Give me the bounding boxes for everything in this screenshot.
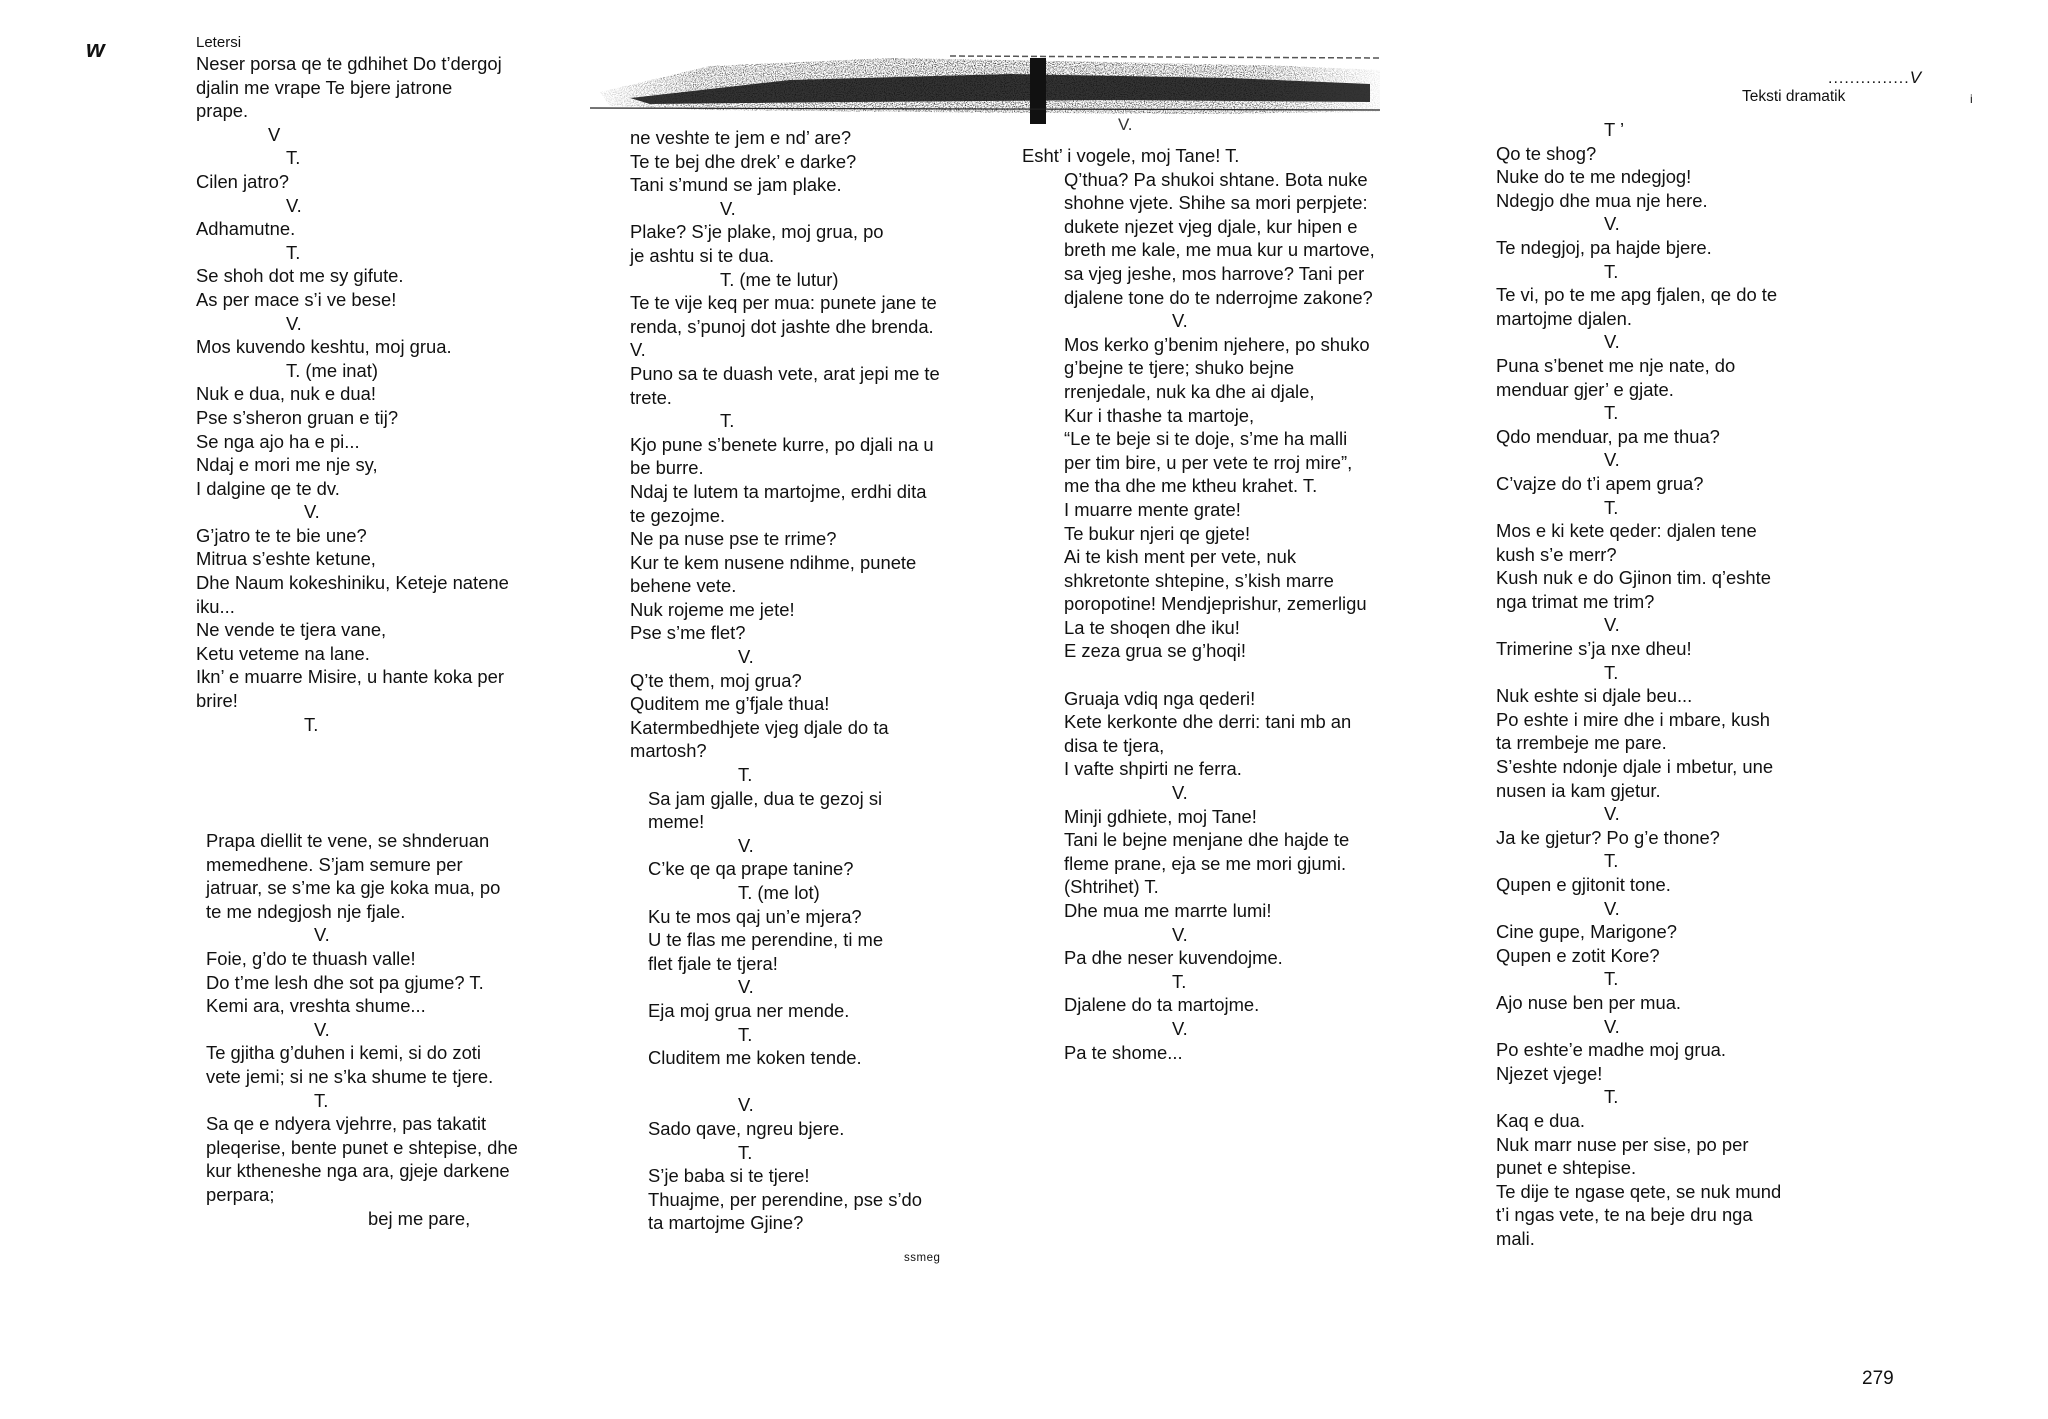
text-line: Mitrua s’eshte ketune, xyxy=(196,548,376,570)
text-line: g’bejne te tjere; shuko bejne xyxy=(1064,357,1295,379)
text-line: bej me pare, xyxy=(368,1207,471,1229)
text-line: Kete kerkonte dhe derri: tani mb an xyxy=(1064,711,1352,733)
smudge-letter: V. xyxy=(1118,115,1133,134)
text-line: Ne vende te tjera vane, xyxy=(196,619,387,641)
text-line: “Le te beje si te doje, s’me ha malli xyxy=(1064,428,1348,450)
text-line: V. xyxy=(1604,897,1620,919)
column-2 xyxy=(630,126,940,1235)
text-line: I muarre mente grate! xyxy=(1064,498,1241,520)
text-line: ne veshte te jem e nd’ are? xyxy=(630,127,852,148)
text-line: Te bukur njeri qe gjete! xyxy=(1064,522,1251,544)
scan-smudge-graphic xyxy=(590,40,1380,140)
text-line: T. (me inat) xyxy=(286,359,378,381)
text-line: kush s’e merr? xyxy=(1496,543,1617,565)
text-line: (Shtrihet) T. xyxy=(1064,876,1159,898)
text-line: Minji gdhiete, moj Tane! xyxy=(1064,805,1257,827)
text-line: Ketu veteme na lane. xyxy=(196,642,370,664)
column-4-block-1 xyxy=(1496,118,1781,1251)
text-line: Te ndegjoj, pa hajde bjere. xyxy=(1496,236,1712,258)
text-line: Ne pa nuse pse te rrime? xyxy=(630,528,837,550)
text-line: C’vajze do t’i apem grua? xyxy=(1496,472,1704,494)
text-line: E zeza grua se g’hoqi! xyxy=(1064,640,1246,662)
column-3 xyxy=(1022,144,1375,1063)
text-line: behene vete. xyxy=(630,575,737,597)
text-line: V. xyxy=(286,194,302,216)
text-line: Adhamutne. xyxy=(196,218,296,240)
running-head-right: Teksti dramatik xyxy=(1742,88,1846,105)
text-line: Ai te kish ment per vete, nuk xyxy=(1064,546,1297,568)
text-line: Nuk marr nuse per sise, po per xyxy=(1496,1133,1749,1155)
text-line: V. xyxy=(738,834,754,856)
text-line: T. xyxy=(1604,402,1619,424)
text-line: trete. xyxy=(630,386,672,408)
text-line: V. xyxy=(1604,331,1620,353)
text-line: Ndaj e mori me nje sy, xyxy=(196,454,378,476)
text-line: te gezojme. xyxy=(630,504,726,526)
text-line: ta rrembeje me pare. xyxy=(1496,732,1667,754)
text-line: V. xyxy=(1604,449,1620,471)
text-line: Foie, g’do te thuash valle! xyxy=(206,947,416,969)
column-3-block-2 xyxy=(1064,168,1375,1065)
text-line: U te flas me perendine, ti me xyxy=(648,929,884,951)
text-line: shkretonte shtepine, s’kish marre xyxy=(1064,569,1334,591)
text-line: T. xyxy=(1604,1086,1619,1108)
text-line: Q’te them, moj grua? xyxy=(630,669,802,691)
text-line: Sado qave, ngreu bjere. xyxy=(648,1117,845,1139)
text-line: nusen ia kam gjetur. xyxy=(1496,779,1661,801)
running-head-left: Letersi xyxy=(196,34,242,51)
text-line: T. (me te lutur) xyxy=(720,268,839,290)
text-line: Kjo pune s’benete kurre, po djali na u xyxy=(630,433,934,455)
text-line: V. xyxy=(738,646,754,668)
text-line: Po eshte i mire dhe i mbare, kush xyxy=(1496,708,1770,730)
text-line: Do t’me lesh dhe sot pa gjume? T. xyxy=(206,971,484,993)
text-line: per tim bire, u per vete te rroj mire”, xyxy=(1064,451,1353,473)
text-line: Cine gupe, Marigone? xyxy=(1496,921,1677,943)
text-line xyxy=(1064,663,1375,687)
text-line: S’eshte ndonje djale i mbetur, une xyxy=(1496,756,1774,778)
text-line: Prapa diellit te vene, se shnderuan xyxy=(206,830,490,851)
text-line: renda, s’punoj dot jashte dhe brenda. xyxy=(630,315,934,337)
text-line: Kur te kem nusene ndihme, punete xyxy=(630,551,917,573)
text-line: Esht’ i vogele, moj Tane! T. xyxy=(1022,145,1240,166)
text-line: Po eshte’e madhe moj grua. xyxy=(1496,1039,1727,1061)
text-line: Qdo menduar, pa me thua? xyxy=(1496,425,1720,447)
text-line: V. xyxy=(1172,782,1188,804)
text-line: Te vi, po te me apg fjalen, qe do te xyxy=(1496,284,1778,306)
text-line: iku... xyxy=(196,595,235,617)
text-line: Njezet vjege! xyxy=(1496,1062,1603,1084)
text-line: je ashtu si te dua. xyxy=(630,244,775,266)
text-line: Nuk e dua, nuk e dua! xyxy=(196,383,376,405)
text-line: G’jatro te te bie une? xyxy=(196,524,367,546)
text-line: Se shoh dot me sy gifute. xyxy=(196,265,404,287)
text-line: V. xyxy=(720,197,736,219)
text-line: Ndaj te lutem ta martojme, erdhi dita xyxy=(630,480,927,502)
text-line: Kemi ara, vreshta shume... xyxy=(206,995,426,1017)
text-line: T. xyxy=(304,713,319,735)
text-line: T. xyxy=(738,1141,753,1163)
text-line: T. xyxy=(720,410,735,432)
text-line: Te te bej dhe drek’ e darke? xyxy=(630,150,857,172)
text-line: fleme prane, eja se me mori gjumi. xyxy=(1064,852,1347,874)
text-line: Nuk eshte si djale beu... xyxy=(1496,685,1693,707)
text-line: vete jemi; si ne s’ka shume te tjere. xyxy=(206,1065,494,1087)
text-line: As per mace s’i ve bese! xyxy=(196,288,397,310)
text-line: V. xyxy=(304,501,320,523)
text-line: T. xyxy=(738,764,753,786)
text-line: V. xyxy=(1172,1017,1188,1039)
text-line: martosh? xyxy=(630,740,707,762)
text-line: Eja moj grua ner mende. xyxy=(648,999,850,1021)
text-line: Gruaja vdiq nga qederi! xyxy=(1064,687,1256,709)
text-line: V. xyxy=(738,976,754,998)
column-1 xyxy=(196,52,518,1229)
text-line: Qupen e zotit Kore? xyxy=(1496,944,1660,966)
text-line: S’je baba si te tjere! xyxy=(648,1165,810,1187)
text-line: Puna s’benet me nje nate, do xyxy=(1496,354,1736,376)
text-line: menduar gjer’ e gjate. xyxy=(1496,378,1674,400)
text-line: V. xyxy=(314,1018,330,1040)
footnote: ssmeg xyxy=(904,1252,941,1264)
text-line: V. xyxy=(630,339,646,361)
text-line: poropotine! Mendjeprishur, zemerligu xyxy=(1064,593,1367,615)
text-line: Kur i thashe ta martoje, xyxy=(1064,404,1255,426)
text-line: V. xyxy=(1604,803,1620,825)
text-line: djalene tone do te nderrojme zakone? xyxy=(1064,286,1373,308)
page-number: 279 xyxy=(1862,1368,1894,1389)
header-dots-tail: V xyxy=(1909,68,1923,87)
text-line: Nuk rojeme me jete! xyxy=(630,598,795,620)
text-line: T. xyxy=(1604,661,1619,683)
text-line: Ikn’ e muarre Misire, u hante koka per xyxy=(196,666,505,688)
text-line: Pse s’me flet? xyxy=(630,622,746,644)
text-line: jatruar, se s’me ka gje koka mua, po xyxy=(206,877,501,899)
text-line: perpara; xyxy=(206,1183,275,1205)
text-line: be burre. xyxy=(630,457,704,479)
edge-mark: i xyxy=(1970,92,1973,106)
text-line: breth me kale, me mua kur u martove, xyxy=(1064,239,1375,261)
text-line: martojme djalen. xyxy=(1496,307,1632,329)
text-line: Q’thua? Pa shukoi shtane. Bota nuke xyxy=(1064,168,1368,190)
text-line: Tani s’mund se jam plake. xyxy=(630,174,842,196)
text-line: T. xyxy=(1604,968,1619,990)
text-line: brire! xyxy=(196,690,238,712)
text-line: dukete njezet vjeg djale, kur hipen e xyxy=(1064,215,1358,237)
text-line: Te te vije keq per mua: punete jane te xyxy=(630,292,937,314)
text-line: Katermbedhjete vjeg djale do ta xyxy=(630,716,889,738)
text-line: Mos e ki kete qeder: djalen tene xyxy=(1496,520,1757,542)
text-line: Cilen jatro? xyxy=(196,170,290,192)
text-line: djalin me vrape Te bjere jatrone xyxy=(196,76,453,98)
corner-mark: w xyxy=(86,36,105,63)
text-line: Dhe mua me marrte lumi! xyxy=(1064,900,1272,921)
text-line: Neser porsa qe te gdhihet Do t’dergoj xyxy=(196,53,502,74)
text-line: t’i ngas vete, te na beje dru nga xyxy=(1496,1204,1753,1226)
text-line: Ku te mos qaj un’e mjera? xyxy=(648,905,862,927)
text-line: T. xyxy=(1604,260,1619,282)
text-line: kur ktheneshe nga ara, gjeje darkene xyxy=(206,1160,510,1182)
column-3-block-1 xyxy=(1022,144,1239,168)
text-line: Mos kerko g’benim njehere, po shuko xyxy=(1064,333,1370,355)
text-line: T. (me lot) xyxy=(738,882,820,903)
text-line: V. xyxy=(1604,1015,1620,1037)
column-2-block-1 xyxy=(630,126,940,1235)
text-line: Djalene do ta martojme. xyxy=(1064,994,1260,1016)
text-line: Plake? S’je plake, moj grua, po xyxy=(630,221,884,243)
text-line: V xyxy=(268,123,281,145)
text-line: Kush nuk e do Gjinon tim. q’eshte xyxy=(1496,567,1771,589)
text-line: T. xyxy=(1604,850,1619,872)
text-line: Trimerine s’ja nxe dheu! xyxy=(1496,638,1692,660)
text-line: V. xyxy=(1604,213,1620,235)
text-line: Ajo nuse ben per mua. xyxy=(1496,991,1682,1013)
text-line: Ja ke gjetur? Po g’e thone? xyxy=(1496,826,1720,848)
text-line: prape. xyxy=(196,100,249,122)
text-line: T. xyxy=(286,147,301,169)
text-line: Sa qe e ndyera vjehrre, pas takatit xyxy=(206,1113,487,1135)
text-line: V. xyxy=(314,924,330,946)
text-line: T. xyxy=(738,1023,753,1045)
text-line: pleqerise, bente punet e shtepise, dhe xyxy=(206,1136,518,1158)
text-line: Kaq e dua. xyxy=(1496,1109,1585,1131)
text-line: Ndegjo dhe mua nje here. xyxy=(1496,189,1708,211)
text-line: Qupen e gjitonit tone. xyxy=(1496,874,1671,895)
text-line: T. xyxy=(314,1089,329,1111)
text-line: nga trimat me trim? xyxy=(1496,590,1655,612)
text-line: Nuke do te me ndegjog! xyxy=(1496,166,1692,188)
text-line: T ’ xyxy=(1604,119,1625,140)
text-line: me tha dhe me ktheu krahet. T. xyxy=(1064,475,1318,497)
text-line: Thuajme, per perendine, pse s’do xyxy=(648,1188,922,1210)
text-line: meme! xyxy=(648,811,705,833)
header-dots-leader: ............... xyxy=(1828,70,1910,87)
text-line: Cluditem me koken tende. xyxy=(648,1047,862,1069)
text-line: Tani le bejne menjane dhe hajde te xyxy=(1064,829,1350,851)
text-line: T. xyxy=(1604,496,1619,518)
text-line: Te dije te ngase qete, se nuk mund xyxy=(1496,1180,1782,1202)
text-line: V. xyxy=(1172,923,1188,945)
text-line: te me ndegjosh nje fjale. xyxy=(206,900,406,922)
text-line: I vafte shpirti ne ferra. xyxy=(1064,758,1242,780)
text-line: Se nga ajo ha e pi... xyxy=(196,430,360,452)
column-1-block-1 xyxy=(196,52,509,736)
text-line: Quditem me g’fjale thua! xyxy=(630,693,830,715)
text-line: C’ke qe qa prape tanine? xyxy=(648,858,854,880)
text-line: Mos kuvendo keshtu, moj grua. xyxy=(196,336,452,358)
column-4 xyxy=(1496,118,1781,1251)
text-line: V. xyxy=(738,1094,754,1116)
text-line: T. xyxy=(286,241,301,263)
text-line: memedhene. S’jam semure per xyxy=(206,853,463,875)
text-line: flet fjale te tjera! xyxy=(648,952,778,974)
text-line: Pa dhe neser kuvendojme. xyxy=(1064,947,1283,969)
text-line: Te gjitha g’duhen i kemi, si do zoti xyxy=(206,1042,481,1064)
text-line: Pse s’sheron gruan e tij? xyxy=(196,406,399,428)
text-line: Sa jam gjalle, dua te gezoj si xyxy=(648,787,883,809)
text-line: Qo te shog? xyxy=(1496,142,1597,164)
text-line: T. xyxy=(1172,970,1187,992)
text-line: mali. xyxy=(1496,1227,1535,1249)
text-line: Dhe Naum kokeshiniku, Keteje natene xyxy=(196,572,509,594)
text-line: punet e shtepise. xyxy=(1496,1157,1637,1179)
text-line: V. xyxy=(1604,614,1620,636)
text-line: shohne vjete. Shihe sa mori perpjete: xyxy=(1064,192,1368,214)
text-line xyxy=(630,1070,940,1094)
text-line: Puno sa te duash vete, arat jepi me te xyxy=(630,362,940,384)
text-line: disa te tjera, xyxy=(1064,734,1165,756)
text-line: V. xyxy=(1172,310,1188,332)
text-line: I dalgine qe te dv. xyxy=(196,477,340,499)
text-line: rrenjedale, nuk ka dhe ai djale, xyxy=(1064,380,1315,402)
header-dots xyxy=(1828,68,1922,88)
text-line: La te shoqen dhe iku! xyxy=(1064,616,1240,638)
text-line: Pa te shome... xyxy=(1064,1041,1183,1063)
column-1-block-2 xyxy=(206,829,518,1230)
text-line: sa vjeg jeshe, mos harrove? Tani per xyxy=(1064,262,1365,284)
text-line: V. xyxy=(286,312,302,334)
text-line: ta martojme Gjine? xyxy=(648,1212,804,1234)
